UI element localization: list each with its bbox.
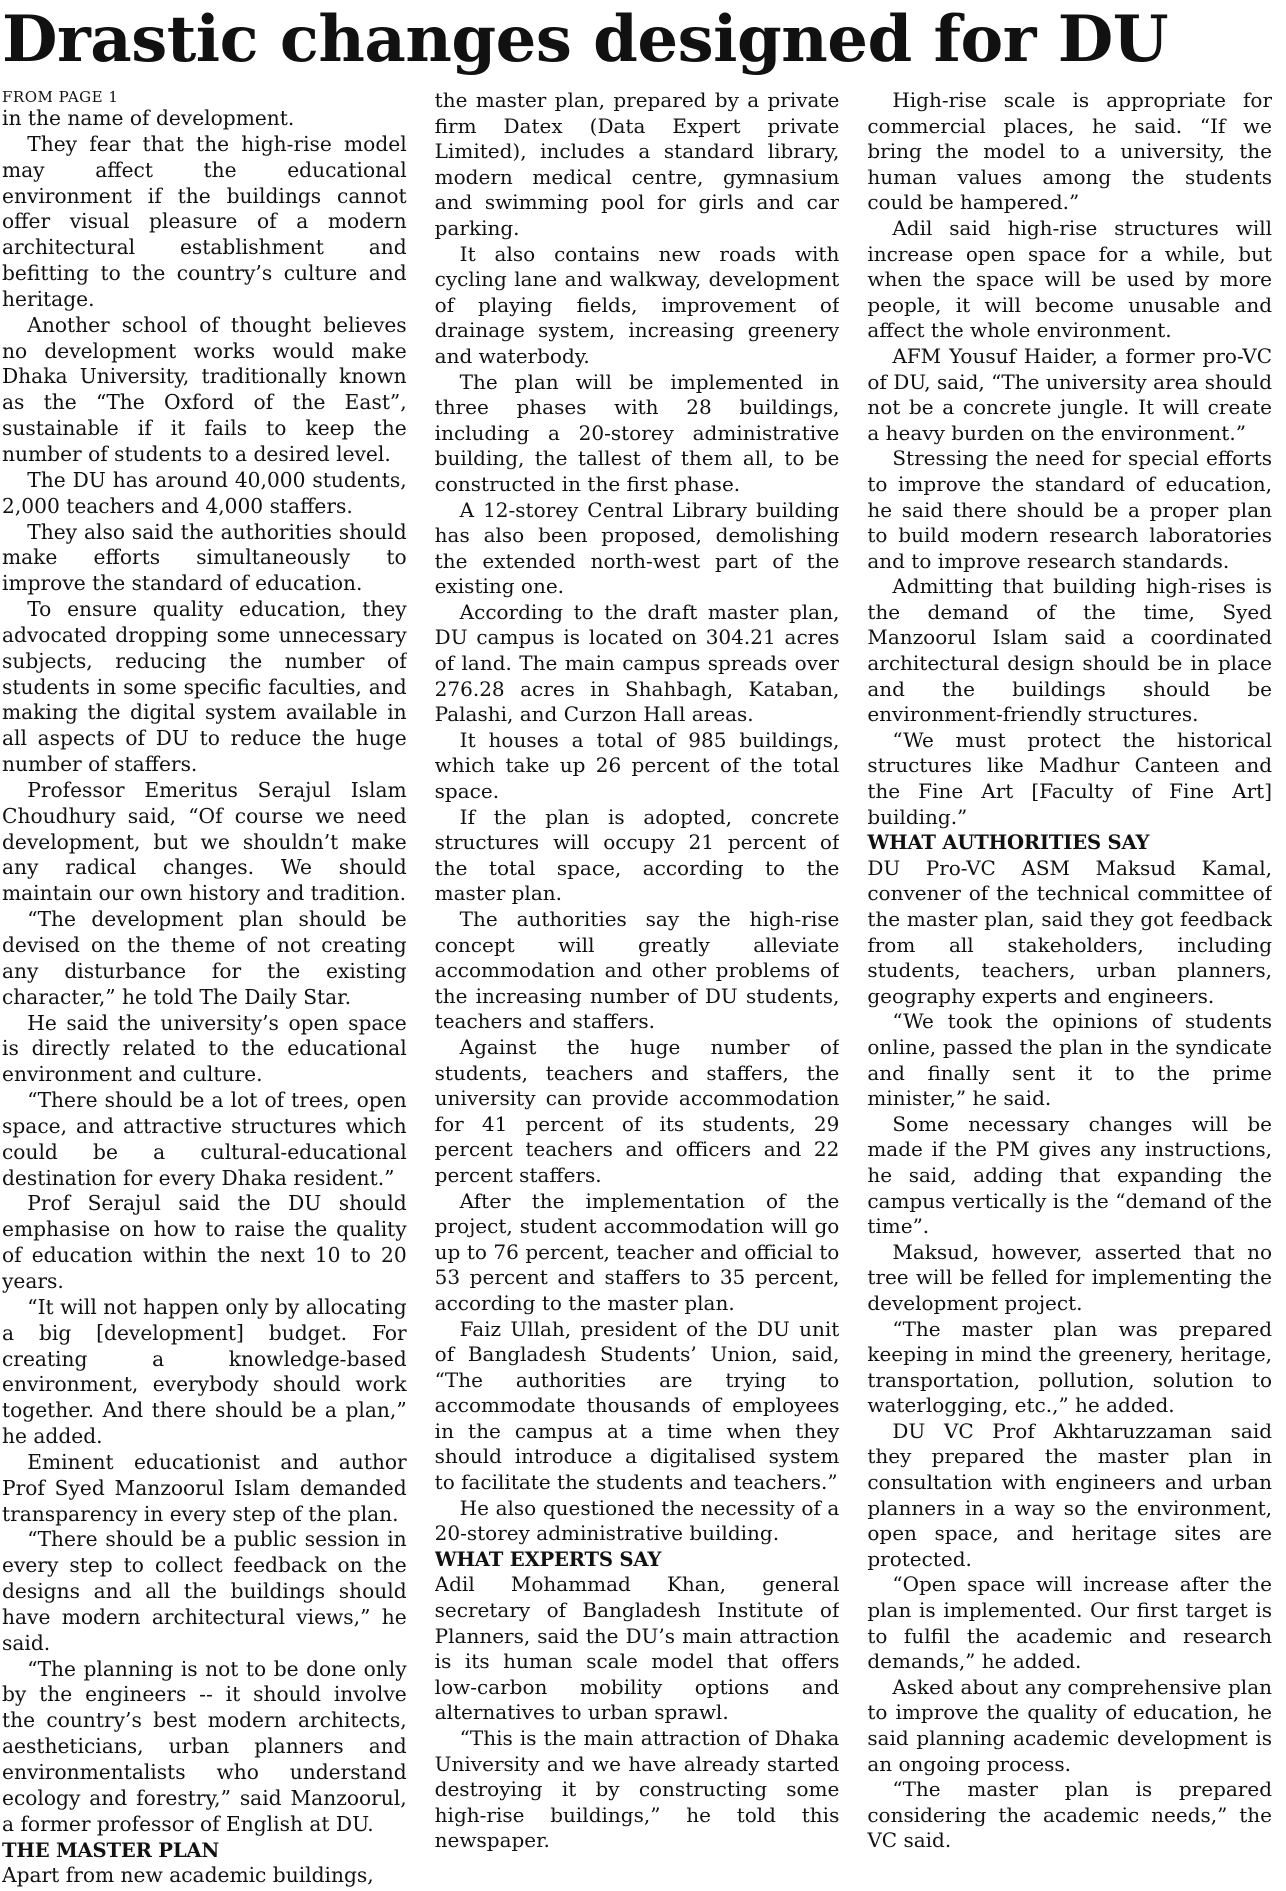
paragraph: AFM Yousuf Haider, a former pro-VC of DU, said, “The university area should not be a concrete jungle. It will create a heavy burden on the environment.”	[867, 343, 1273, 445]
paragraph: Faiz Ullah, president of the DU unit of Bangladesh Students’ Union, said, “The authorities are trying to accommodate thousands of employees in the campus at a time when they should introduce a digitalised system to facilitate the students and teachers.”	[434, 1316, 840, 1495]
headline: Drastic changes designed for DU	[2, 2, 1168, 77]
paragraph: It houses a total of 985 buildings, which take up 26 percent of the total space.	[434, 727, 840, 804]
paragraph: Eminent educationist and author Prof Syed Manzoorul Islam demanded transparency in every step of the plan.	[2, 1449, 407, 1526]
paragraph: Some necessary changes will be made if the PM gives any instructions, he said, adding that expanding the campus vertically is the “demand of the time”.	[867, 1111, 1273, 1239]
paragraph: “There should be a lot of trees, open space, and attractive structures which could be a cultural-educational destination for every Dhaka resident.”	[2, 1088, 407, 1190]
paragraph: He also questioned the necessity of a 20-storey administrative building.	[434, 1495, 840, 1546]
column-2	[435, 88, 840, 1888]
paragraph: “It will not happen only by allocating a big [development] budget. For creating a knowledge-based environment, everybody should work together. And there should be a plan,” he added.	[2, 1294, 407, 1449]
paragraph: “There should be a public session in every step to collect feedback on the designs and all the buildings should have modern architectural views,” he said.	[2, 1527, 407, 1655]
paragraph: Adil Mohammad Khan, general secretary of Bangladesh Institute of Planners, said the DU’s main attraction is its human scale model that offers low-carbon mobility options and alternatives to urban sprawl.	[434, 1572, 840, 1725]
paragraph: Apart from new academic buildings,	[2, 1863, 374, 1888]
paragraph: Another school of thought believes no development works would make Dhaka University, traditionally known as the “The Oxford of the East”, sustainable if it fails to keep the number of students to a desired level.	[2, 312, 407, 466]
paragraph: High-rise scale is appropriate for commercial places, he said. “If we bring the model to a university, the human values among the students could be hampered.”	[867, 88, 1273, 215]
paragraph: According to the draft master plan, DU campus is located on 304.21 acres of land. The main campus spreads over 276.28 acres in Shahbagh, Kataban, Palashi, and Curzon Hall areas.	[434, 599, 840, 727]
paragraph: The plan will be implemented in three phases with 28 buildings, including a 20-storey administrative building, the tallest of them all, to be constructed in the first phase.	[434, 369, 840, 496]
paragraph: “The planning is not to be done only by the engineers -- it should involve the country’s best modern architects, aestheticians, urban planners and environmentalists who understand ecology and forestry,” said Manzoorul, a former professor of English at DU.	[2, 1656, 407, 1836]
paragraph: DU VC Prof Akhtaruzzaman said they prepared the master plan in consultation with engineers and urban planners in a way so the environment, open space, and heritage sites are protected.	[867, 1418, 1273, 1571]
paragraph: Prof Serajul said the DU should emphasise on how to raise the quality of education within the next 10 to 20 years.	[2, 1191, 407, 1293]
paragraph: After the implementation of the project, student accommodation will go up to 76 percent, teacher and official to 53 percent and staffers to 35 percent, according to the master plan.	[434, 1188, 840, 1315]
paragraph: Stressing the need for special efforts to improve the standard of education, he said there should be a proper plan to build modern research laboratories and to improve research standards.	[867, 446, 1273, 573]
paragraph: Against the huge number of students, teachers and staffers, the university can provide accommodation for 41 percent of its students, 29 percent teachers and officers and 22 percent staffers.	[434, 1034, 840, 1187]
article-body	[2, 88, 1272, 1888]
subheading-what-experts-say: WHAT EXPERTS SAY	[434, 1547, 662, 1571]
paragraph: They fear that the high-rise model may affect the educational environment if the buildings cannot offer visual pleasure of a modern architectural establishment and befitting to the country’s culture and heritage.	[2, 131, 407, 311]
jump-line: FROM PAGE 1	[2, 88, 119, 106]
paragraph: Maksud, however, asserted that no tree will be felled for implementing the development project.	[867, 1239, 1273, 1315]
paragraph: “We must protect the historical structures like Madhur Canteen and the Fine Art [Faculty of Fine Art] building.”	[867, 727, 1273, 829]
column-1	[2, 88, 407, 1888]
paragraph: The DU has around 40,000 students, 2,000 teachers and 4,000 staffers.	[2, 467, 407, 518]
paragraph: He said the university’s open space is directly related to the educational environment and culture.	[2, 1010, 407, 1087]
paragraph: A 12-storey Central Library building has also been proposed, demolishing the extended north-west part of the existing one.	[434, 497, 840, 599]
paragraph: the master plan, prepared by a private firm Datex (Data Expert private Limited), includes a standard library, modern medical centre, gymnasium and swimming pool for girls and car parking.	[434, 88, 840, 240]
subheading-master-plan: THE MASTER PLAN	[2, 1838, 220, 1862]
paragraph: Professor Emeritus Serajul Islam Choudhury said, “Of course we need development, but we shouldn’t make any radical changes. We should maintain our own history and tradition.	[2, 777, 407, 906]
paragraph: Admitting that building high-rises is the demand of the time, Syed Manzoorul Islam said a coordinated architectural design should be in place and the buildings should be environment-friendly structures.	[867, 574, 1273, 727]
subheading-what-authorities-say: WHAT AUTHORITIES SAY	[867, 831, 1150, 855]
paragraph: “The development plan should be devised on the theme of not creating any disturbance for the existing character,” he told The Daily Star.	[2, 907, 407, 1009]
paragraph: To ensure quality education, they advocated dropping some unnecessary subjects, reducing the number of students in some specific faculties, and making the digital system available in all aspects of DU to reduce the huge number of staffers.	[2, 597, 407, 777]
paragraph: “We took the opinions of students online, passed the plan in the syndicate and finally sent it to the prime minister,” he said.	[867, 1009, 1273, 1111]
paragraph: The authorities say the high-rise concept will greatly alleviate accommodation and other problems of the increasing number of DU students, teachers and staffers.	[434, 907, 840, 1034]
paragraph: DU Pro-VC ASM Maksud Kamal, convener of the technical committee of the master plan, said they got feedback from all stakeholders, including students, teachers, urban planners, geography experts and engineers.	[867, 855, 1273, 1008]
paragraph: “This is the main attraction of Dhaka University and we have already started destroying it by constructing some high-rise buildings,” he told this newspaper.	[434, 1726, 840, 1853]
paragraph: in the name of development.	[2, 106, 295, 130]
paragraph: “The master plan is prepared considering the academic needs,” the VC said.	[867, 1777, 1273, 1853]
paragraph: Adil said high-rise structures will increase open space for a while, but when the space will be used by more people, it will become unusable and affect the whole environment.	[867, 215, 1273, 343]
paragraph: They also said the authorities should make efforts simultaneously to improve the standard of education.	[2, 519, 407, 596]
column-3	[867, 88, 1272, 1888]
paragraph: If the plan is adopted, concrete structures will occupy 21 percent of the total space, according to the master plan.	[434, 804, 840, 906]
paragraph: “Open space will increase after the plan is implemented. Our first target is to fulfil the academic and research demands,” he added.	[867, 1572, 1273, 1674]
paragraph: It also contains new roads with cycling lane and walkway, development of playing fields, improvement of drainage system, increasing greenery and waterbody.	[434, 241, 840, 368]
paragraph: Asked about any comprehensive plan to improve the quality of education, he said planning academic development is an ongoing process.	[867, 1674, 1273, 1776]
paragraph: “The master plan was prepared keeping in mind the greenery, heritage, transportation, pollution, solution to waterlogging, etc.,” he added.	[867, 1316, 1273, 1418]
